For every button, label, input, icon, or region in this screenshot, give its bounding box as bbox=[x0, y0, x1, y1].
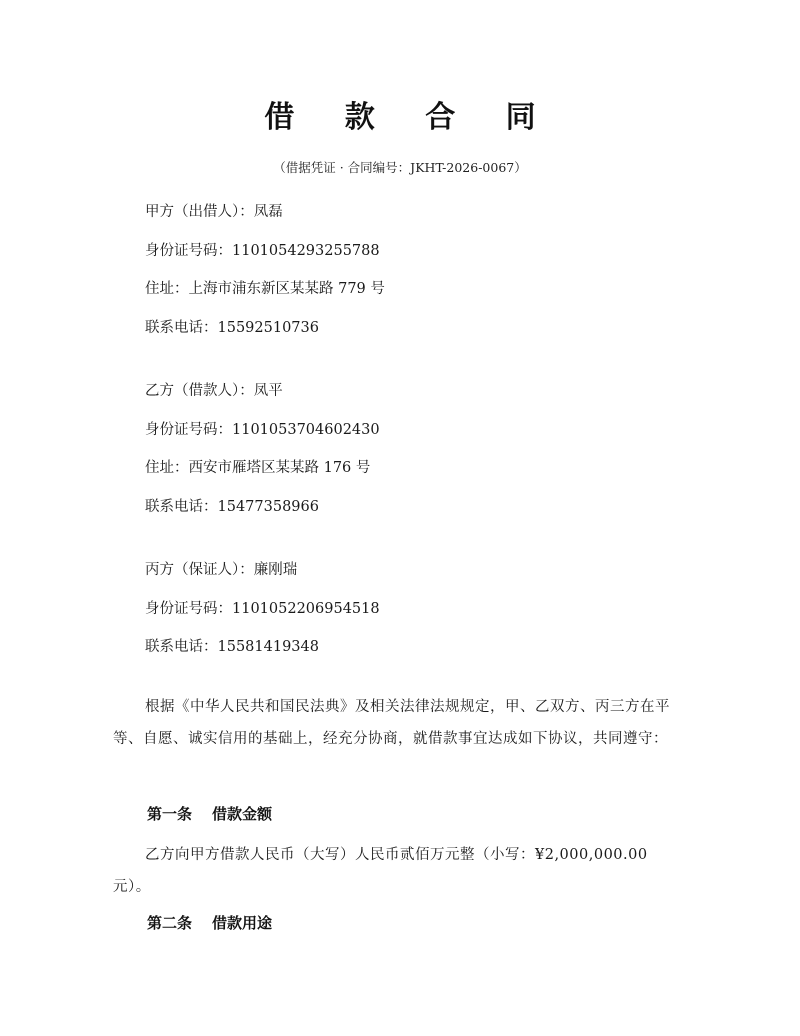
article-1-heading bbox=[147, 803, 272, 824]
article-2-title: 借款用途 bbox=[212, 914, 273, 932]
party-c-id: 身份证号码：1101052206954518 bbox=[145, 601, 380, 617]
article-2-number: 第二条 bbox=[147, 914, 193, 932]
party-a-address: 住址：上海市浦东新区某某路 779 号 bbox=[145, 281, 385, 297]
document-subtitle: （借据凭证 · 合同编号：JKHT-2026-0067） bbox=[273, 160, 527, 175]
party-a-name: 甲方（出借人）：凤磊 bbox=[145, 204, 283, 220]
article-1-title: 借款金额 bbox=[212, 805, 273, 823]
party-a-id: 身份证号码：1101054293255788 bbox=[145, 243, 380, 259]
party-b-address: 住址：西安市雁塔区某某路 176 号 bbox=[145, 460, 371, 476]
party-b-phone: 联系电话：15477358966 bbox=[145, 499, 319, 515]
party-b-id: 身份证号码：1101053704602430 bbox=[145, 422, 380, 438]
document-title: 借 款 合 同 bbox=[264, 100, 556, 135]
party-b-name: 乙方（借款人）：凤平 bbox=[145, 383, 283, 399]
article-2-heading bbox=[147, 912, 272, 933]
article-1-body: 乙方向甲方借款人民币（大写）人民币贰佰万元整（小写：¥2,000,000.00元）。 bbox=[113, 847, 648, 895]
article-1-number: 第一条 bbox=[147, 805, 193, 823]
preamble-paragraph: 根据《中华人民共和国民法典》及相关法律法规规定，甲、乙双方、丙三方在平等、自愿、诚实信用的基础上，经充分协商，就借款事宜达成如下协议，共同遵守： bbox=[113, 699, 670, 747]
party-c-name: 丙方（保证人）：廉刚瑞 bbox=[145, 562, 298, 578]
party-a-phone: 联系电话：15592510736 bbox=[145, 320, 319, 336]
party-c-phone: 联系电话：15581419348 bbox=[145, 639, 319, 655]
